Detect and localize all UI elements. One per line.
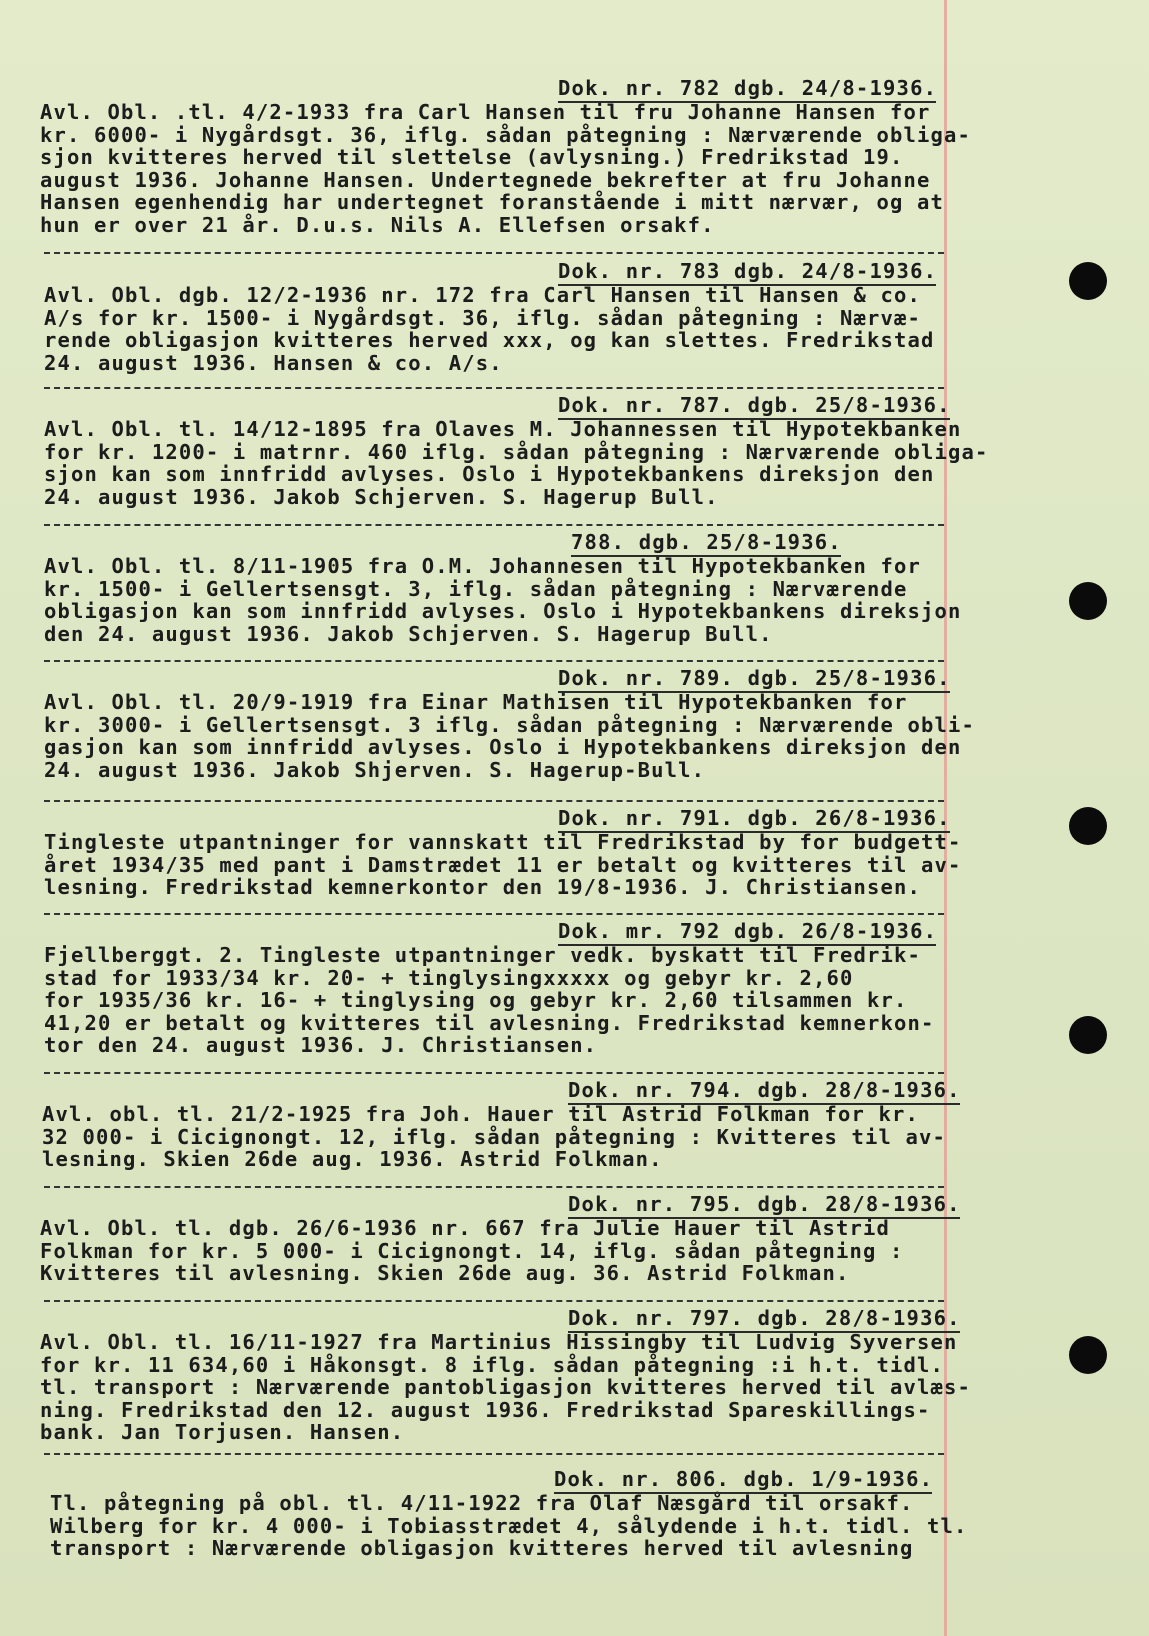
entry-text-line: Avl. Obl. dgb. 12/2-1936 nr. 172 fra Carl Hansen til Hansen & co. <box>44 283 921 307</box>
entry-text-line: Avl. Obl. .tl. 4/2-1933 fra Carl Hansen til fru Johanne Hansen for <box>40 100 931 124</box>
journal-entry <box>40 1306 1000 1444</box>
entry-header <box>568 1192 960 1216</box>
entry-header-text: Dok. nr. 789. dgb. 25/8-1936. <box>558 666 951 690</box>
entry-header-text: Dok. nr. 794. dgb. 28/8-1936. <box>568 1078 961 1102</box>
punch-hole <box>1069 582 1107 620</box>
entry-text-line: Tingleste utpantninger for vannskatt til Fredrikstad by for budgett- <box>44 830 962 854</box>
entry-separator <box>44 1072 944 1074</box>
entry-text-line: året 1934/35 med pant i Damstrædet 11 er betalt og kvitteres til av- <box>44 852 962 877</box>
entry-text-line: 24. august 1936. Hansen & co. A/s. <box>44 350 503 375</box>
journal-entry <box>40 393 1000 508</box>
entry-text-line: for 1935/36 kr. 16- + tinglysing og gebyr kr. 2,60 tilsammen kr. <box>44 988 908 1013</box>
entry-header <box>571 530 841 554</box>
entry-text-line: A/s for kr. 1500- i Nygårdsgt. 36, iflg. sådan påtegning : Nærvæ- <box>44 305 921 330</box>
journal-entry <box>40 76 1000 237</box>
entry-text-line: kr. 1500- i Gellertsensgt. 3, iflg. sådan påtegning : Nærværende <box>44 576 908 601</box>
entry-text-line: Tl. påtegning på obl. tl. 4/11-1922 fra Olaf Næsgård til orsakf. <box>50 1491 914 1515</box>
entry-text-line: sjon kan som innfridd avlyses. Oslo i Hypotekbankens direksjon den <box>44 462 935 487</box>
entry-text-line: ning. Fredrikstad den 12. august 1936. Fredrikstad Spareskillings- <box>40 1397 931 1422</box>
entry-header <box>568 1078 960 1102</box>
journal-entry <box>40 1078 1000 1171</box>
entry-text-line: kr. 6000- i Nygårdsgt. 36, iflg. sådan påtegning : Nærværende obliga- <box>40 122 971 147</box>
entry-header <box>558 259 936 283</box>
entry-text-line: Hansen egenhendig har undertegnet foranstående i mitt nærvær, og at <box>40 190 944 215</box>
punch-hole <box>1069 1016 1107 1054</box>
entry-header-text: Dok. nr. 783 dgb. 24/8-1936. <box>558 259 938 283</box>
entry-text-line: Avl. obl. tl. 21/2-1925 fra Joh. Hauer til Astrid Folkman for kr. <box>42 1102 919 1126</box>
entry-header-text: Dok. nr. 795. dgb. 28/8-1936. <box>568 1192 961 1216</box>
entry-text-line: kr. 3000- i Gellertsensgt. 3 iflg. sådan påtegning : Nærværende obli- <box>44 712 975 737</box>
entry-text-line: bank. Jan Torjusen. Hansen. <box>40 1420 405 1445</box>
entry-header <box>558 806 950 830</box>
entry-text-line: lesning. Fredrikstad kemnerkontor den 19/8-1936. J. Christiansen. <box>44 875 921 900</box>
entry-text-line: rende obligasjon kvitteres herved xxx, og kan slettes. Fredrikstad <box>44 328 935 353</box>
entry-text-line: 24. august 1936. Jakob Shjerven. S. Hagerup-Bull. <box>44 757 706 782</box>
entry-text-line: sjon kvitteres herved til slettelse (avlysning.) Fredrikstad 19. <box>40 145 904 170</box>
journal-entry <box>40 1192 1000 1285</box>
entry-header-text: Dok. nr. 806. dgb. 1/9-1936. <box>554 1467 934 1491</box>
entry-separator <box>44 387 944 389</box>
entry-separator <box>44 252 944 254</box>
journal-entry <box>40 259 1000 374</box>
entry-header-text: Dok. nr. 787. dgb. 25/8-1936. <box>558 393 951 417</box>
entry-text-line: Wilberg for kr. 4 000- i Tobiasstrædet 4, sålydende i h.t. tidl. tl. <box>50 1513 968 1538</box>
entry-header <box>558 76 936 100</box>
entry-header <box>554 1467 932 1491</box>
entry-text-line: hun er over 21 år. D.u.s. Nils A. Ellefsen orsakf. <box>40 212 715 237</box>
entry-header <box>558 666 950 690</box>
entry-text-line: Fjellberggt. 2. Tingleste utpantninger vedk. byskatt til Fredrik- <box>44 943 921 967</box>
entry-header <box>558 393 950 417</box>
entry-text-line: august 1936. Johanne Hansen. Undertegnede bekrefter at fru Johanne <box>40 167 931 192</box>
journal-entry <box>40 919 1000 1057</box>
entry-separator <box>44 1186 944 1188</box>
entry-separator <box>44 660 944 662</box>
entry-header <box>558 919 936 943</box>
journal-entry <box>40 666 1000 781</box>
entry-text-line: stad for 1933/34 kr. 20- + tinglysingxxxxx og gebyr kr. 2,60 <box>44 965 854 990</box>
entry-separator <box>44 1300 944 1302</box>
entry-text-line: 32 000- i Cicignongt. 12, iflg. sådan påtegning : Kvitteres til av- <box>42 1124 946 1149</box>
entry-header <box>568 1306 960 1330</box>
entry-text-line: lesning. Skien 26de aug. 1936. Astrid Folkman. <box>42 1147 663 1172</box>
punch-hole <box>1069 1336 1107 1374</box>
journal-entry <box>40 806 1000 899</box>
entry-text-line: Avl. Obl. tl. 14/12-1895 fra Olaves M. Johannessen til Hypotekbanken <box>44 417 962 441</box>
entry-text-line: obligasjon kan som innfridd avlyses. Oslo i Hypotekbankens direksjon <box>44 599 962 624</box>
entry-header-text: Dok. nr. 782 dgb. 24/8-1936. <box>558 76 938 100</box>
entry-text-line: transport : Nærværende obligasjon kvitteres herved til avlesning <box>50 1536 914 1561</box>
entry-text-line: Avl. Obl. tl. 8/11-1905 fra O.M. Johannesen til Hypotekbanken for <box>44 554 921 578</box>
entry-text-line: den 24. august 1936. Jakob Schjerven. S. Hagerup Bull. <box>44 621 773 646</box>
entry-text-line: Avl. Obl. tl. 16/11-1927 fra Martinius Hissingby til Ludvig Syversen <box>40 1330 958 1354</box>
entry-text-line: Avl. Obl. tl. dgb. 26/6-1936 nr. 667 fra Julie Hauer til Astrid <box>40 1216 890 1240</box>
entry-separator <box>44 1453 944 1455</box>
journal-entry <box>40 530 1000 645</box>
entry-text-line: tl. transport : Nærværende pantobligasjon kvitteres herved til avlæs- <box>40 1375 971 1400</box>
entry-text-line: for kr. 1200- i matrnr. 460 iflg. sådan påtegning : Nærværende obliga- <box>44 439 989 464</box>
entry-header-text: 788. dgb. 25/8-1936. <box>571 530 842 554</box>
entry-text-line: for kr. 11 634,60 i Håkonsgt. 8 iflg. sådan påtegning :i h.t. tidl. <box>40 1352 944 1377</box>
entry-separator <box>44 800 944 802</box>
entry-header-text: Dok. mr. 792 dgb. 26/8-1936. <box>558 919 938 943</box>
entry-separator <box>44 524 944 526</box>
entry-separator <box>44 913 944 915</box>
entry-text-line: Folkman for kr. 5 000- i Cicignongt. 14, iflg. sådan påtegning : <box>40 1238 904 1263</box>
entry-text-line: Kvitteres til avlesning. Skien 26de aug. 36. Astrid Folkman. <box>40 1261 850 1286</box>
punch-hole <box>1069 807 1107 845</box>
entry-text-line: Avl. Obl. tl. 20/9-1919 fra Einar Mathisen til Hypotekbanken for <box>44 690 908 714</box>
entry-text-line: tor den 24. august 1936. J. Christiansen. <box>44 1033 598 1058</box>
entry-text-line: gasjon kan som innfridd avlyses. Oslo i Hypotekbankens direksjon den <box>44 735 962 760</box>
journal-entry <box>40 1467 1000 1560</box>
entry-header-text: Dok. nr. 791. dgb. 26/8-1936. <box>558 806 951 830</box>
entry-text-line: 41,20 er betalt og kvitteres til avlesning. Fredrikstad kemnerkon- <box>44 1010 935 1035</box>
entry-header-text: Dok. nr. 797. dgb. 28/8-1936. <box>568 1306 961 1330</box>
entry-text-line: 24. august 1936. Jakob Schjerven. S. Hagerup Bull. <box>44 484 719 509</box>
punch-hole <box>1069 262 1107 300</box>
